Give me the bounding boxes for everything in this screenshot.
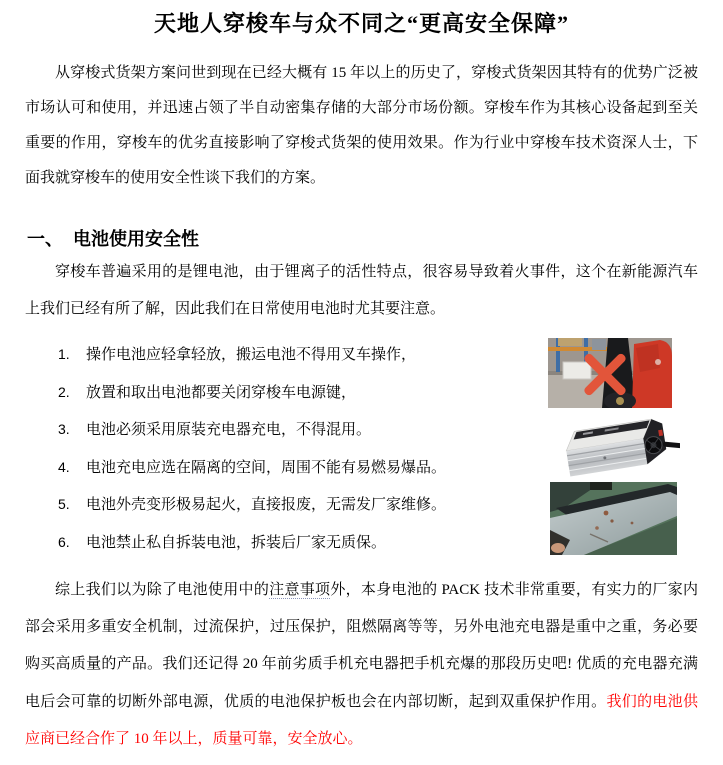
forklift-prohibition-photo bbox=[548, 338, 672, 408]
intro-paragraph: 从穿梭式货架方案问世到现在已经大概有 15 年以上的历史了，穿梭式货架因其特有的优势广泛被市场认可和使用，并迅速占领了半自动密集存储的大部分市场份额。穿梭车作为其核心设备起到至关重要的作用，穿梭车的优劣直接影响了穿梭式货架的使用效果。作为行业中穿梭车技术资深人士，下面我就穿梭车的使用安全性谈下我们的方案。 bbox=[25, 65, 698, 186]
conclusion-highlight-text: 我们的电池供应商已经合作了 10 年以上，质量可靠，安全放心。 bbox=[25, 693, 698, 747]
list-item bbox=[25, 336, 525, 374]
list-item-text: 电池充电应选在隔离的空间，周围不能有易燃易爆品。 bbox=[86, 459, 447, 476]
list-item bbox=[25, 486, 525, 524]
list-item-text: 放置和取出电池都要关闭穿梭车电源键， bbox=[86, 384, 357, 401]
list-item-number: 5. bbox=[58, 496, 70, 512]
list-item-number: 2. bbox=[58, 383, 70, 400]
section-heading bbox=[27, 226, 199, 252]
conclusion-text-continued: 外，本身电池的 PACK 技术非常重要，有实力的厂家内部会采用多重安全机制，过流保护，过压保护，阻燃隔离等等，另外电池充电器是重中之重，务必要购买高质量的产品。我们还记得 20 年前劣质手机充电器把手机充爆的那段历史吧! 优质的充电器充满电后会可靠的切断外部电源，优质的电池保护板也会在内部切断，起到双重保护作用。 bbox=[25, 582, 698, 710]
conclusion-paragraph bbox=[25, 572, 698, 758]
battery-safety-list bbox=[25, 336, 525, 561]
battery-charger-photo bbox=[542, 412, 680, 480]
conclusion-text: 综上我们以为除了电池使用中的 bbox=[55, 582, 270, 598]
x-mark-icon bbox=[548, 338, 672, 408]
list-item bbox=[25, 524, 525, 562]
charger-image bbox=[542, 412, 680, 480]
section-heading-number: 一、 bbox=[27, 229, 63, 249]
list-item-text: 电池外壳变形极易起火，直接报废，无需发厂家维修。 bbox=[86, 497, 447, 513]
list-item bbox=[25, 449, 525, 487]
list-item-number: 3. bbox=[58, 421, 70, 437]
list-item-text: 电池禁止私自拆装电池，拆装后厂家无质保。 bbox=[86, 534, 387, 551]
list-item-number: 1. bbox=[58, 346, 70, 362]
conclusion-marked-text: 注意事项 bbox=[269, 582, 331, 598]
document-title: 天地人穿梭车与众不同之“更高安全保障” bbox=[153, 11, 569, 36]
casing-image bbox=[550, 482, 677, 555]
list-item-text: 电池必须采用原装充电器充电，不得混用。 bbox=[86, 422, 372, 438]
section-heading-title: 电池使用安全性 bbox=[73, 229, 199, 249]
list-item bbox=[25, 374, 525, 412]
list-item-text: 操作电池应轻拿轻放，搬运电池不得用叉车操作， bbox=[86, 347, 417, 363]
list-item-number: 6. bbox=[58, 533, 70, 550]
deformed-battery-casing-photo bbox=[550, 482, 677, 555]
list-item bbox=[25, 411, 525, 449]
section-lead-paragraph: 穿梭车普遍采用的是锂电池，由于锂离子的活性特点，很容易导致着火事件，这个在新能源汽车上我们已经有所了解，因此我们在日常使用电池时尤其要注意。 bbox=[25, 264, 698, 317]
list-item-number: 4. bbox=[58, 458, 70, 475]
